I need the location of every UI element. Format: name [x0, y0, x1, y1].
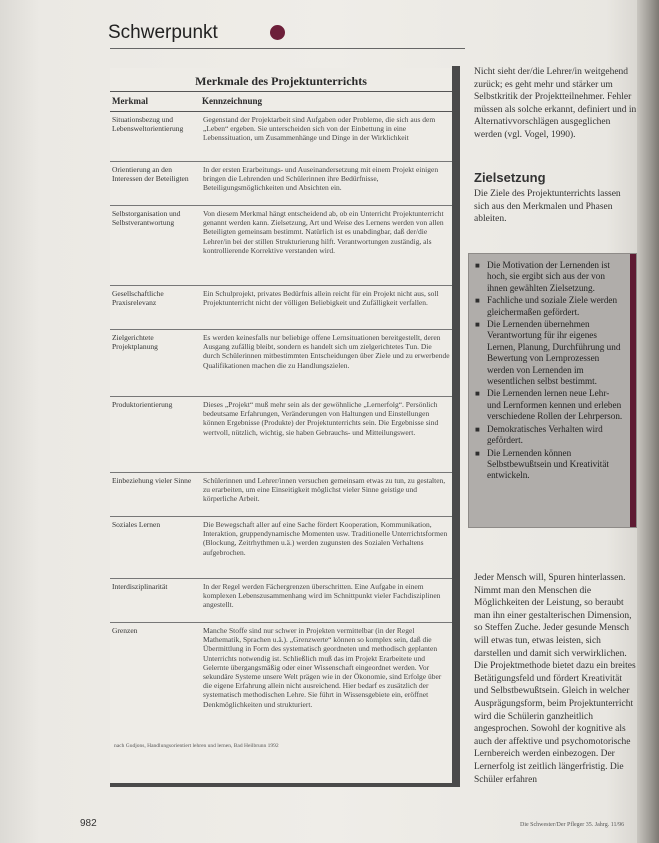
row-merkmal: Grenzen [112, 626, 138, 635]
footer-reference: Die Schwester/Der Pfleger 35. Jahrg. 11/96 [520, 822, 625, 828]
row-kennzeichnung: Von diesem Merkmal hängt entscheidend ab, ob ein Unterricht Projektunterricht genannt werden kann. Zielsetzung, Art und Weise des Lernens werden von allen Beteiligten gemeinsam bestimmt. Natürlich ist es unabdingbar, daß der/die Lehrer/in bei der stillen Strukturierung hilft. Verantwortungen zuständig, als kontrollierende Korrektive verstanden wird. [202, 209, 444, 255]
row-kennzeichnung: Dieses „Projekt“ muß mehr sein als der gewöhnliche „Lernerfolg“. Persönlich bedeutsame Erfahrungen, Veränderungen von Haltungen und Einstellungen können Ergebnisse (Produkte) der Projektunterrichts sein. Die Ergebnisse sind wertvoll, nützlich, wichtig, sie haben Gebrauchs- und Mitteilungswert. [202, 400, 439, 437]
section-header [70, 18, 465, 46]
row-merkmal: Selbstorganisation und Selbstverantwortung [112, 209, 181, 228]
row-kennzeichnung: Schülerinnen und Lehrer/innen versuchen gemeinsam etwas zu tun, zu gestalten, zu erarbeiten, um eine Einseitigkeit möglichst vieler Sinne geistige und körperliche Arbeit. [202, 476, 446, 504]
goal-item: ■ Die Lernenden lernen neue Lehr- und Lernformen kennen und erleben verschiedene Rollen der Lehrperson. [475, 388, 624, 422]
row-kennzeichnung: Die Bewegschaft aller auf eine Sache fördert Kooperation, Kommunikation, Interaktion, gruppendynamische Momenten usw. Traditionelle Unterrichtsformen (Blockung, Zeitrhythmen u.ä.) werden zugunsten des Sozialen Verhaltens aufgebrochen. [202, 520, 448, 557]
section-dot-icon [270, 25, 285, 40]
table-row [110, 162, 452, 206]
row-merkmal: Soziales Lernen [112, 520, 161, 529]
goals-list [469, 254, 636, 482]
goals-box [468, 253, 637, 528]
row-kennzeichnung: Manche Stoffe sind nur schwer in Projekten vermittelbar (in der Regel Mathematik, Sprachen u.ä.). „Grenzwerte“ können so komplex sein, daß die Übermittlung in Form des systematisch geordneten und methodisch geplanten Unterrichts notwendig ist. Schließlich muß das im Projekt Erarbeitete und Gelernte übergangsmäßig oder einer Wissenschaft eingeordnet werden. Vor sekundäre Systeme unsere Welt prägen wie in der Ökonomie, sind Erfolge über die eigene Erfahrung allein nicht ausreichend. Hier bedarf es zusätzlich der systematisch methodischen Lehre. Sie führt in Wissensgebiete ein, eröffnet Denkmöglichkeiten und strukturiert. [202, 626, 442, 709]
table-source: nach Gudjons, Handlungsorientiert lehren und lernen, Bad Heilbrunn 1992 [114, 743, 279, 749]
goal-item: ■ Fachliche und soziale Ziele werden gleichermaßen gefördert. [475, 295, 624, 318]
row-kennzeichnung: In der Regel werden Fächergrenzen überschritten. Eine Aufgabe in einem komplexen Lebenszusammenhang wird im Schnittpunkt vieler Fachdisziplinen angestellt. [202, 582, 441, 610]
table-shadow-right [452, 66, 460, 782]
goal-item: ■ Die Lernenden können Selbstbewußtsein und Kreativität entwickeln. [475, 448, 624, 482]
column-header-kennzeichnung: Kennzeichnung [202, 96, 263, 106]
table-row [110, 397, 452, 473]
zielsetzung-paragraph: Die Ziele des Projektunterrichts lassen sich aus den Merkmalen und Phasen ableiten. [474, 189, 621, 225]
merkmale-table [110, 68, 452, 783]
box-accent-bar [630, 254, 636, 527]
section-label: Schwerpunkt [108, 22, 218, 43]
goal-item: ■ Demokratisches Verhalten wird gefördert. [475, 424, 624, 447]
row-kennzeichnung: Gegenstand der Projektarbeit sind Aufgaben oder Probleme, die sich aus dem „Leben“ ergeben. Sie unterscheiden sich von der Einbettung in eine Lebenssituation, um Zusammenhänge und Dinge in der Wirklichkeit [202, 115, 436, 143]
row-kennzeichnung: Ein Schulprojekt, privates Bedürfnis allein reicht für ein Projekt nicht aus, soll Projektunterricht nicht der völligen Beliebigkeit und Zufälligkeit verfallen. [202, 289, 439, 308]
row-merkmal: Orientierung an den Interessen der Beteiligten [112, 165, 189, 184]
row-merkmal: Gesellschaftliche Praxisrelevanz [112, 289, 164, 308]
row-merkmal: Interdisziplinarität [112, 582, 168, 591]
zielsetzung-heading: Zielsetzung [474, 170, 546, 185]
table-row [110, 623, 452, 743]
row-merkmal: Zielgerichtete Projektplanung [112, 333, 158, 352]
row-kennzeichnung: Es werden keinesfalls nur beliebige offene Lernsituationen bereitgestellt, deren Ausgang zufällig bleibt, sondern es handelt sich um zielgerichtetes Tun. Die durch Schülerinnen mitbestimmten Entscheidungen über Ziele und zu erwerbende Qualifikationen machen die zu Handlungszielen. [202, 333, 450, 370]
table-row [110, 112, 452, 162]
book-binding [637, 0, 659, 843]
table-title: Merkmale des Projektunterrichts [110, 68, 452, 92]
intro-paragraph: Nicht sieht der/die Lehrer/in weitgehend zurück; es geht mehr und stärker um Selbstkritik der Projektteilnehmer. Fehler müssen als solche erkannt, definiert und in Alternativvorschlägen ausgeglichen werden (vgl. Vogel, 1990). [474, 67, 637, 140]
goal-item: ■ Die Motivation der Lernenden ist hoch, sie ergibt sich aus der von ihnen gewählten Zielsetzung. [475, 260, 624, 294]
table-row [110, 517, 452, 579]
row-merkmal: Situationsbezug und Lebensweltorientierung [112, 115, 184, 134]
table-row [110, 286, 452, 330]
row-merkmal: Einbeziehung vieler Sinne [112, 476, 192, 485]
table-header [110, 92, 452, 112]
table-row [110, 330, 452, 397]
table-row [110, 473, 452, 517]
page-number: 982 [80, 818, 97, 829]
row-merkmal: Produktorientierung [112, 400, 173, 409]
row-kennzeichnung: In der ersten Erarbeitungs- und Auseinandersetzung mit einem Projekt einigen bringen die Lehrenden und Schülerinnen ihre Bedürfnisse, Beteiligungsmöglichkeiten und Absichten ein. [202, 165, 439, 193]
bottom-paragraph: Jeder Mensch will, Spuren hinterlassen. Nimmt man den Menschen die Möglichkeiten der Leistung, so beraubt man ihn einer gestalterischen Dimension, so Steffen Zuche. Jeder gesunde Mensch will etwas tun, etwas leisten, sich darstellen und damit sich verwirklichen. Die Projektmethode bietet dazu ein breites Betätigungsfeld und fördert Kreativität und Selbstbewußtsein. Gleich in welcher Ausprägungsform, beim Projektunterricht wird die Schülerin ganzheitlich angesprochen. Sowohl der kognitive als auch der affektive und psychomotorische Lernbereich werden einbezogen. Der Lernerfolg ist zeitlich längerfristig. Die Schüler erfahren [474, 573, 636, 785]
table-row [110, 206, 452, 286]
header-rule [110, 48, 465, 49]
table-row [110, 579, 452, 623]
column-header-merkmal: Merkmal [112, 96, 148, 106]
goal-item: ■ Die Lernenden übernehmen Verantwortung für ihr eigenes Lernen, Planung, Durchführung und Bewertung von Lernprozessen werden von Lernenden im wesentlichen selbst bestimmt. [475, 319, 624, 387]
